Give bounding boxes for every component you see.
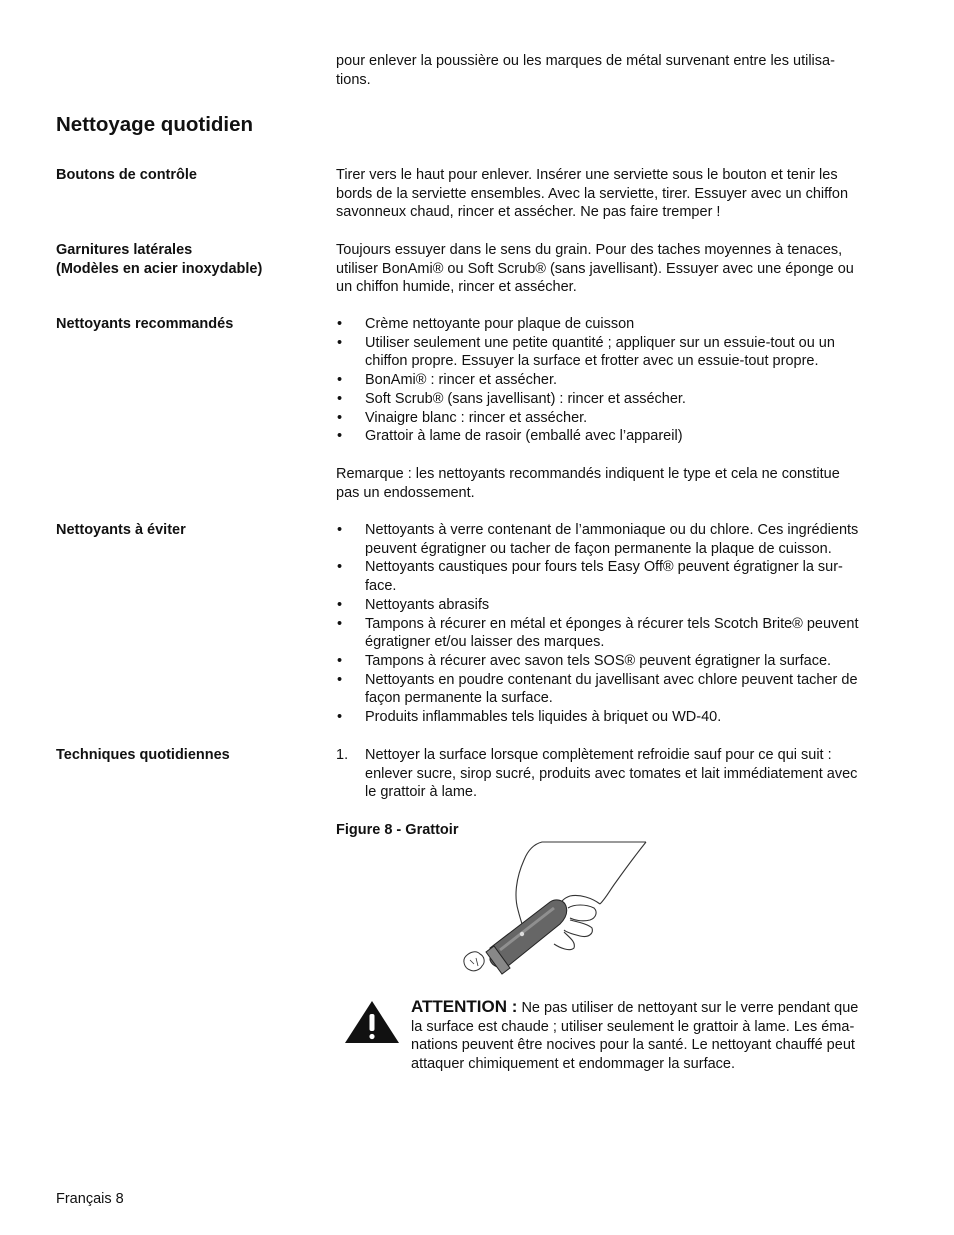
label-line: Garnitures latérales — [56, 242, 193, 258]
steps-techniques — [336, 746, 898, 802]
step-text: le grattoir à lame. — [365, 784, 478, 801]
text-line: Toujours essuyer dans le sens du grain. Pour des taches moyennes à tenaces, — [336, 242, 843, 258]
list-item-text: • Grattoir à lame de rasoir (emballé avec l’appareil) — [365, 428, 683, 445]
step-text: enlever sucre, sirop sucré, produits avec tomates et lait immédiatement avec — [365, 765, 858, 782]
warning-line: nations peuvent être nocives pour la santé. Le nettoyant chauffé peut — [411, 1037, 855, 1054]
label-boutons: Boutons de contrôle — [56, 167, 197, 183]
list-item-text: chiffon propre. Essuyer la surface et frotter avec un essuie-tout propre. — [365, 353, 819, 370]
figure-caption: Figure 8 - Grattoir — [336, 822, 459, 838]
list-item-text: face. — [365, 578, 397, 595]
hand-holding-scraper-icon — [460, 838, 655, 980]
list-item-text: • Crème nettoyante pour plaque de cuisson — [365, 316, 635, 332]
text-line: utiliser BonAmi® ou Soft Scrub® (sans javellisant). Essuyer avec une éponge ou — [336, 260, 854, 277]
text-line: savonneux chaud, rincer et assécher. Ne pas faire tremper ! — [336, 204, 721, 221]
list-eviter — [336, 521, 898, 727]
warning-label: ATTENTION : — [411, 997, 518, 1016]
list-item-text: • Nettoyants caustiques pour fours tels Easy Off® peuvent égratigner la sur- — [365, 559, 843, 576]
page-footer: Français 8 — [56, 1191, 124, 1207]
label-techniques: Techniques quotidiennes — [56, 747, 230, 763]
list-item — [336, 521, 898, 558]
text-line: Tirer vers le haut pour enlever. Insérer une serviette sous le bouton et tenir les — [336, 167, 838, 183]
list-item-text: • BonAmi® : rincer et assécher. — [365, 372, 558, 389]
section-heading: Nettoyage quotidien — [56, 113, 254, 136]
step-text: Nettoyer la surface lorsque complètement refroidie sauf pour ce qui suit : — [365, 747, 832, 763]
text-line: un chiffon humide, rincer et assécher. — [336, 279, 577, 296]
list-item-text: égratigner et/ou laisser des marques. — [365, 634, 605, 651]
list-item — [336, 558, 898, 595]
text-line: bords de la serviette ensembles. Avec la serviette, tirer. Essuyer avec un chiffon — [336, 185, 849, 202]
list-item — [336, 427, 898, 446]
text-line: Remarque : les nettoyants recommandés indiquent le type et cela ne constitue — [336, 466, 840, 482]
list-item — [336, 652, 898, 671]
intro-paragraph — [336, 52, 896, 89]
step-number: 1. — [336, 747, 349, 763]
list-item — [336, 390, 898, 409]
warning-triangle-icon — [344, 1000, 400, 1050]
warning-line: Ne pas utiliser de nettoyant sur le verre pendant que — [521, 1000, 859, 1016]
list-item-text: • Tampons à récurer avec savon tels SOS® peuvent égratigner la surface. — [365, 652, 832, 669]
note-recommandes — [336, 465, 898, 502]
label-eviter: Nettoyants à éviter — [56, 522, 186, 538]
list-item-text: • Nettoyants en poudre contenant du javellisant avec chlore peuvent tacher de — [365, 671, 858, 688]
intro-line: tions. — [336, 71, 371, 88]
warning-line: la surface est chaude ; utiliser seulement le grattoir à lame. Les éma- — [411, 1018, 855, 1035]
list-item-text: • Soft Scrub® (sans javellisant) : rincer et assécher. — [365, 390, 686, 407]
warning-first-line — [411, 998, 901, 1018]
list-item-text: peuvent égratigner ou tacher de façon permanente la plaque de cuisson. — [365, 540, 832, 557]
list-item-text: • Vinaigre blanc : rincer et assécher. — [365, 409, 588, 426]
list-recommandes — [336, 315, 898, 446]
intro-line: pour enlever la poussière ou les marques de métal survenant entre les utilisa- — [336, 53, 835, 69]
list-item — [336, 334, 898, 371]
list-item-text: • Utiliser seulement une petite quantité ; appliquer sur un essuie-tout ou un — [365, 334, 835, 351]
label-line: (Modèles en acier inoxydable) — [56, 260, 263, 277]
warning-text — [411, 998, 901, 1074]
scraper-figure — [460, 838, 655, 986]
text-garnitures — [336, 241, 898, 297]
label-garnitures — [56, 241, 318, 278]
list-item — [336, 409, 898, 428]
text-line: pas un endossement. — [336, 484, 475, 501]
text-boutons — [336, 166, 898, 222]
list-item-text: façon permanente la surface. — [365, 690, 553, 707]
list-item-text: • Nettoyants abrasifs — [365, 596, 490, 613]
list-item — [336, 596, 898, 615]
list-item — [336, 708, 898, 727]
list-item — [336, 615, 898, 652]
list-item-text: • Tampons à récurer en métal et éponges à récurer tels Scotch Brite® peuvent — [365, 615, 859, 632]
warning-line: attaquer chimiquement et endommager la surface. — [411, 1056, 736, 1073]
label-recommandes: Nettoyants recommandés — [56, 316, 234, 332]
list-item-text: • Produits inflammables tels liquides à briquet ou WD-40. — [365, 709, 722, 726]
list-item-text: • Nettoyants à verre contenant de l’ammoniaque ou du chlore. Ces ingrédients — [365, 522, 859, 538]
list-item — [336, 671, 898, 708]
list-item — [336, 371, 898, 390]
list-item — [336, 315, 898, 334]
step-item — [336, 746, 898, 802]
